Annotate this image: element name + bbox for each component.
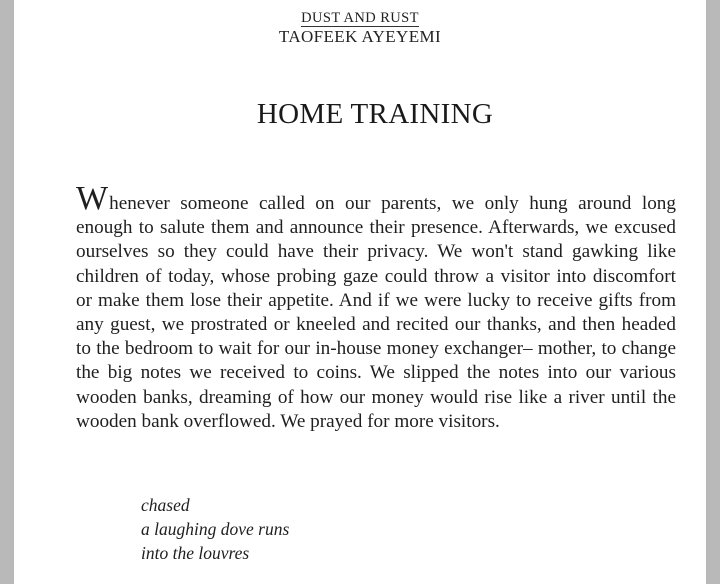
- paragraph-text: henever someone called on our parents, we only hung around long enough to salute them and announce their presence. Afterwards, we excused ourselves so they could have their privacy. We won't stand gawking like children of today, whose probing gaze could throw a visitor into discomfort or make them lose their appetite. And if we were lucky to receive gifts from any guest, we prostrated or kneeled and recited our thanks, and then headed to the bedroom to wait for our in-house money exchanger– mother, to change the big notes we received to coins. We slipped the notes into our various wooden banks, dreaming of how our money would rise like a river until the wooden bank overflowed. We prayed for more visitors.: [76, 193, 676, 432]
- drop-cap: W: [76, 180, 109, 217]
- book-title: DUST AND RUST: [301, 10, 419, 26]
- author-name: TAOFEEK AYEYEMI: [278, 27, 442, 46]
- book-title-header: [14, 10, 706, 26]
- chapter-title: HOME TRAINING: [256, 98, 494, 130]
- haiku-line-3: into the louvres: [141, 543, 250, 563]
- document-page: [14, 0, 706, 584]
- chapter-paragraph: [76, 180, 676, 434]
- haiku-line-1: chased: [141, 495, 190, 515]
- haiku: [141, 493, 289, 565]
- haiku-line-2: a laughing dove runs: [141, 519, 290, 539]
